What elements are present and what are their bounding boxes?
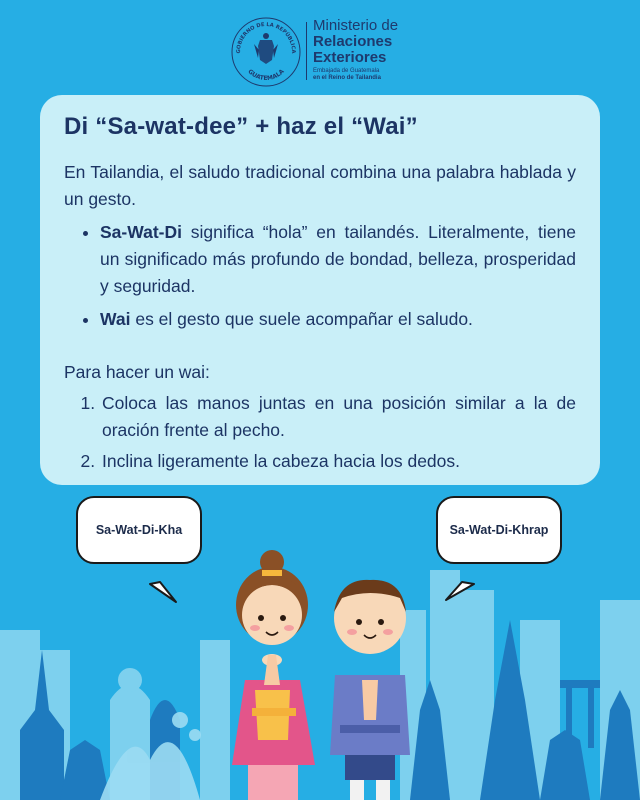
speech-bubble-left-text: Sa-Wat-Di-Kha (95, 523, 183, 537)
seal-text-top: GOBIERNO DE LA REPÚBLICA (235, 21, 297, 54)
steps-list (64, 390, 576, 475)
seal-text-bottom: GUATEMALA (246, 68, 286, 83)
speech-bubble-right (436, 496, 562, 564)
header (0, 14, 640, 84)
bullet-term: Wai (100, 309, 131, 329)
ministry-line1: Ministerio de (313, 17, 399, 34)
card-title: Di “Sa-wat-dee” + haz el “Wai” (64, 113, 418, 140)
guatemala-seal-icon (230, 16, 302, 88)
bullet-term: Sa-Wat-Di (100, 222, 182, 242)
bullet-text: es el gesto que suele acompañar el saludo. (130, 309, 473, 329)
list-item: 1. Coloca las manos juntas en una posición similar a la de oración frente al pecho. (100, 390, 576, 444)
list-item (100, 219, 576, 300)
embassy-line2: en el Reino de Tailandia (313, 75, 381, 81)
speech-bubble-right-text: Sa-Wat-Di-Khrap (449, 523, 549, 537)
bullet-text: significa “hola” en tailandés. Literalmente, tiene un significado más profundo de bondad, belleza, prosperidad y seguridad. (100, 222, 576, 296)
illustration-scene (0, 480, 640, 800)
bullet-list (64, 219, 576, 333)
ministry-logo-text (313, 18, 398, 82)
ministry-line3: Exteriores (313, 49, 387, 66)
list-item (100, 306, 576, 333)
girl-character-icon (232, 550, 315, 800)
header-divider (306, 22, 307, 80)
boy-character-icon (330, 580, 410, 800)
steps-intro: Para hacer un wai: (64, 362, 210, 382)
list-item: 2. Inclina ligeramente la cabeza hacia los dedos. (100, 448, 576, 475)
speech-bubble-left (76, 496, 202, 564)
ministry-line2: Relaciones (313, 33, 393, 50)
embassy-line1: Embajada de Guatemala (313, 68, 380, 74)
info-card (40, 95, 600, 485)
svg-text:GUATEMALA (246, 68, 286, 82)
card-intro: En Tailandia, el saludo tradicional combina una palabra hablada y un gesto. (64, 162, 576, 209)
